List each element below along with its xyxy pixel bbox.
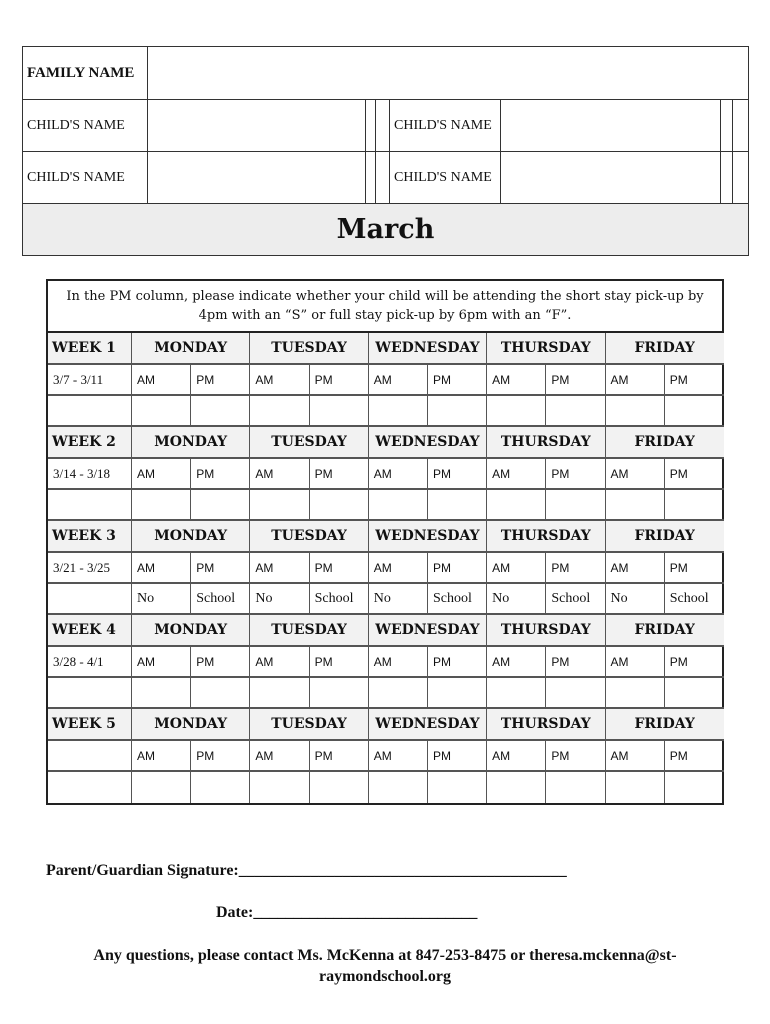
entry-cell[interactable] (310, 772, 369, 803)
family-info-table (22, 46, 749, 256)
day-header: TUESDAY (250, 709, 368, 741)
entry-cell[interactable] (487, 490, 546, 521)
day-header: TUESDAY (250, 521, 368, 553)
week-3-dates: 3/21 - 3/25 (48, 553, 132, 584)
entry-cell[interactable] (606, 396, 665, 427)
no-school-note: No (250, 584, 309, 615)
child-name-field-3[interactable] (148, 152, 366, 204)
week-5-ampm-row (48, 741, 722, 772)
day-header: MONDAY (132, 333, 250, 365)
entry-cell[interactable] (132, 396, 191, 427)
entry-cell[interactable] (132, 490, 191, 521)
entry-cell[interactable] (369, 678, 428, 709)
week-1-entry-row (48, 396, 722, 427)
week-1-label: WEEK 1 (48, 333, 132, 365)
week-1-dates: 3/7 - 3/11 (48, 365, 132, 396)
week-2-header-row (48, 427, 722, 459)
week-5-label: WEEK 5 (48, 709, 132, 741)
day-header: MONDAY (132, 615, 250, 647)
am-label: AM (132, 741, 191, 772)
day-header: WEDNESDAY (369, 333, 487, 365)
week-3-label: WEEK 3 (48, 521, 132, 553)
family-name-field[interactable] (148, 47, 749, 100)
am-label: AM (132, 365, 191, 396)
pm-label: PM (310, 365, 369, 396)
instructions-text: In the PM column, please indicate whether your child will be attending the short stay pick-up by 4pm with an “S” or full stay pick-up by 6pm with an “F”. (48, 281, 722, 333)
am-label: AM (132, 553, 191, 584)
day-header: FRIDAY (606, 427, 724, 459)
entry-cell[interactable] (369, 490, 428, 521)
child-name-label-4: CHILD'S NAME (390, 152, 501, 204)
pm-label: PM (428, 647, 487, 678)
entry-cell[interactable] (546, 678, 605, 709)
week-2-dates: 3/14 - 3/18 (48, 459, 132, 490)
day-header: THURSDAY (487, 333, 605, 365)
am-label: AM (369, 365, 428, 396)
child-name-label-3: CHILD'S NAME (23, 152, 148, 204)
entry-cell[interactable] (132, 678, 191, 709)
am-label: AM (369, 647, 428, 678)
no-school-note: No (606, 584, 665, 615)
school-note: School (310, 584, 369, 615)
day-header: THURSDAY (487, 521, 605, 553)
day-header: TUESDAY (250, 333, 368, 365)
am-label: AM (487, 459, 546, 490)
entry-cell[interactable] (191, 772, 250, 803)
pm-label: PM (546, 741, 605, 772)
week-1-header-row (48, 333, 722, 365)
entry-cell[interactable] (487, 772, 546, 803)
am-label: AM (369, 741, 428, 772)
pm-label: PM (310, 741, 369, 772)
entry-cell[interactable] (665, 490, 724, 521)
entry-cell[interactable] (428, 678, 487, 709)
day-header: TUESDAY (250, 427, 368, 459)
am-label: AM (132, 647, 191, 678)
date-line[interactable]: Date:____________________________ (216, 904, 478, 921)
school-note: School (428, 584, 487, 615)
pm-label: PM (665, 647, 724, 678)
am-label: AM (250, 647, 309, 678)
no-school-note: No (487, 584, 546, 615)
am-label: AM (606, 365, 665, 396)
week-2-label: WEEK 2 (48, 427, 132, 459)
pm-label: PM (428, 741, 487, 772)
contact-text: Any questions, please contact Ms. McKenna at 847-253-8475 or theresa.mckenna@st-raymondschool.org (93, 947, 677, 985)
entry-cell[interactable] (428, 490, 487, 521)
entry-cell[interactable] (665, 678, 724, 709)
child-name-field-2[interactable] (501, 100, 721, 152)
no-school-note: No (132, 584, 191, 615)
entry-cell[interactable] (606, 772, 665, 803)
week-4-entry-row (48, 678, 722, 709)
am-label: AM (369, 459, 428, 490)
am-label: AM (606, 459, 665, 490)
week-5-header-row (48, 709, 722, 741)
day-header: MONDAY (132, 709, 250, 741)
entry-cell[interactable] (48, 490, 132, 521)
day-header: FRIDAY (606, 333, 724, 365)
pm-label: PM (310, 459, 369, 490)
child-name-label-2: CHILD'S NAME (390, 100, 501, 152)
school-note: School (191, 584, 250, 615)
entry-cell[interactable] (546, 772, 605, 803)
week-3-header-row (48, 521, 722, 553)
pm-label: PM (428, 553, 487, 584)
am-label: AM (487, 741, 546, 772)
entry-cell[interactable] (665, 772, 724, 803)
pm-label: PM (665, 553, 724, 584)
entry-cell[interactable] (369, 396, 428, 427)
entry-cell[interactable] (428, 772, 487, 803)
child-name-field-4[interactable] (501, 152, 721, 204)
entry-cell[interactable] (191, 490, 250, 521)
entry-cell[interactable] (310, 678, 369, 709)
signature-line[interactable]: Parent/Guardian Signature:_________________________________________ (46, 862, 567, 879)
pm-label: PM (428, 459, 487, 490)
entry-cell[interactable] (369, 772, 428, 803)
day-header: THURSDAY (487, 709, 605, 741)
day-header: WEDNESDAY (369, 615, 487, 647)
pm-label: PM (546, 459, 605, 490)
week-3-entry-row (48, 584, 722, 615)
entry-cell[interactable] (132, 772, 191, 803)
day-header: WEDNESDAY (369, 709, 487, 741)
month-title: March (23, 204, 749, 256)
school-note: School (665, 584, 724, 615)
week-4-dates: 3/28 - 4/1 (48, 647, 132, 678)
am-label: AM (606, 553, 665, 584)
pm-label: PM (428, 365, 487, 396)
pm-label: PM (665, 459, 724, 490)
pm-label: PM (191, 647, 250, 678)
am-label: AM (606, 741, 665, 772)
day-header: MONDAY (132, 521, 250, 553)
entry-cell[interactable] (191, 678, 250, 709)
entry-cell[interactable] (487, 678, 546, 709)
family-name-label: FAMILY NAME (23, 47, 148, 100)
entry-cell[interactable] (546, 396, 605, 427)
pm-label: PM (546, 553, 605, 584)
day-header: THURSDAY (487, 427, 605, 459)
entry-cell[interactable] (665, 396, 724, 427)
pm-label: PM (191, 459, 250, 490)
am-label: AM (369, 553, 428, 584)
week-4-label: WEEK 4 (48, 615, 132, 647)
entry-cell[interactable] (191, 396, 250, 427)
week-5-dates (48, 741, 132, 772)
pm-label: PM (310, 647, 369, 678)
am-label: AM (250, 365, 309, 396)
week-4-header-row (48, 615, 722, 647)
week-2-ampm-row (48, 459, 722, 490)
entry-cell[interactable] (48, 584, 132, 615)
am-label: AM (487, 553, 546, 584)
day-header: FRIDAY (606, 709, 724, 741)
pm-label: PM (191, 741, 250, 772)
child-name-field-1[interactable] (148, 100, 366, 152)
entry-cell[interactable] (606, 490, 665, 521)
pm-label: PM (546, 647, 605, 678)
entry-cell[interactable] (250, 490, 309, 521)
entry-cell[interactable] (250, 396, 309, 427)
am-label: AM (132, 459, 191, 490)
am-label: AM (606, 647, 665, 678)
school-note: School (546, 584, 605, 615)
pm-label: PM (191, 553, 250, 584)
pm-label: PM (191, 365, 250, 396)
entry-cell[interactable] (310, 490, 369, 521)
pm-label: PM (665, 741, 724, 772)
day-header: TUESDAY (250, 615, 368, 647)
day-header: WEDNESDAY (369, 521, 487, 553)
pm-label: PM (665, 365, 724, 396)
entry-cell[interactable] (310, 396, 369, 427)
entry-cell[interactable] (48, 396, 132, 427)
pm-label: PM (546, 365, 605, 396)
week-1-ampm-row (48, 365, 722, 396)
day-header: FRIDAY (606, 521, 724, 553)
no-school-note: No (369, 584, 428, 615)
entry-cell[interactable] (606, 678, 665, 709)
entry-cell[interactable] (48, 772, 132, 803)
am-label: AM (250, 741, 309, 772)
day-header: THURSDAY (487, 615, 605, 647)
entry-cell[interactable] (546, 490, 605, 521)
entry-cell[interactable] (48, 678, 132, 709)
week-2-entry-row (48, 490, 722, 521)
am-label: AM (250, 459, 309, 490)
schedule-grid (46, 279, 724, 805)
week-5-entry-row (48, 772, 722, 803)
week-3-ampm-row (48, 553, 722, 584)
week-4-ampm-row (48, 647, 722, 678)
entry-cell[interactable] (250, 678, 309, 709)
am-label: AM (487, 365, 546, 396)
pm-label: PM (310, 553, 369, 584)
entry-cell[interactable] (487, 396, 546, 427)
day-header: FRIDAY (606, 615, 724, 647)
day-header: MONDAY (132, 427, 250, 459)
am-label: AM (250, 553, 309, 584)
entry-cell[interactable] (428, 396, 487, 427)
day-header: WEDNESDAY (369, 427, 487, 459)
am-label: AM (487, 647, 546, 678)
child-name-label-1: CHILD'S NAME (23, 100, 148, 152)
entry-cell[interactable] (250, 772, 309, 803)
